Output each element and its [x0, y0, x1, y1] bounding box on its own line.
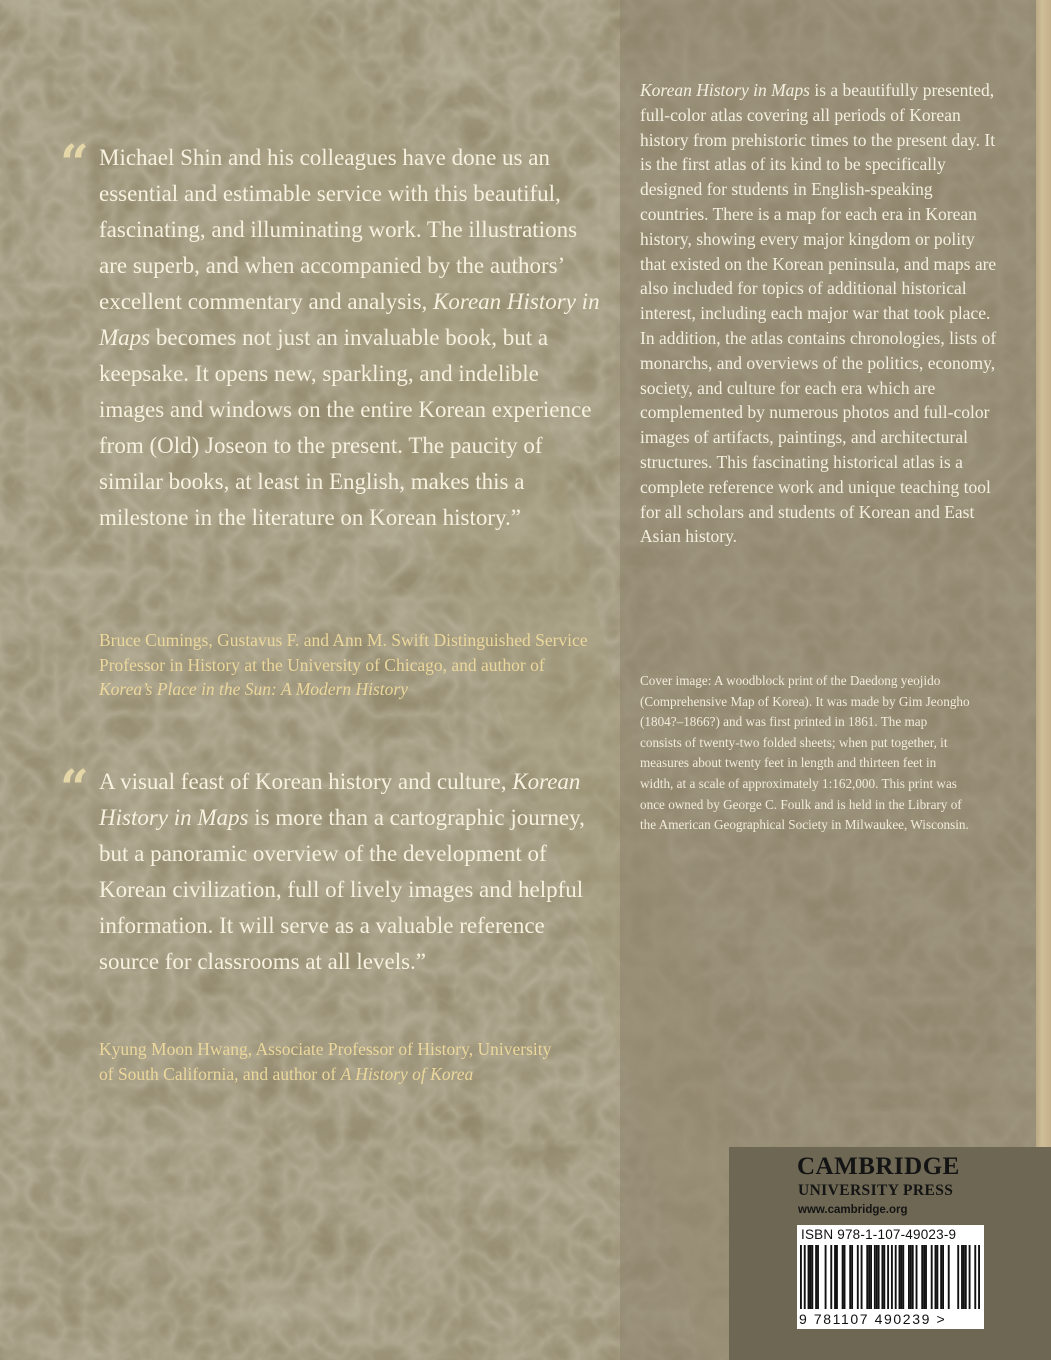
quote-2 — [99, 764, 609, 980]
barcode-bar — [910, 1245, 912, 1309]
quote-2-attribution — [99, 1037, 569, 1086]
barcode-bar — [815, 1245, 817, 1309]
barcode-bar — [895, 1245, 897, 1309]
quote-1-text-start: Michael Shin and his colleagues have done us an essential and estimable service with this beautiful, fascinating, and illuminating work. The illustrations are superb, and when accompanied by the authors’ excellent commentary and analysis, — [99, 145, 578, 314]
barcode-bar — [916, 1245, 918, 1309]
barcode-bar — [931, 1245, 933, 1309]
barcode-bar — [809, 1245, 811, 1309]
barcode-bar — [891, 1245, 893, 1309]
quote-1-attribution-text: Bruce Cumings, Gustavus F. and Ann M. Swift Distinguished Service Professor in History at the University of Chicago, and author of — [99, 630, 588, 675]
barcode-bar — [817, 1245, 819, 1309]
quote-icon: “ — [60, 758, 89, 817]
barcode-bar — [804, 1245, 806, 1309]
quote-icon: “ — [60, 133, 89, 192]
barcode-bar — [811, 1245, 813, 1309]
description-book-title: Korean History in Maps — [640, 80, 810, 100]
barcode-bar — [969, 1245, 971, 1309]
publisher-name: CAMBRIDGE — [797, 1153, 960, 1180]
barcode-image — [800, 1245, 980, 1309]
quote-1-attribution — [99, 628, 599, 702]
barcode-bar — [842, 1245, 844, 1309]
barcode-bar — [825, 1245, 827, 1309]
cover-image-credit-text: Cover image: A woodblock print of the Daedong yeojido (Comprehensive Map of Korea). It was made by Gim Jeongho (1804?–1866?) and was first printed in 1861. The map consists of twenty-two folded sheets; when put together, it measures about twenty feet in length and thirteen feet in width, at a scale of approximately 1:162,000. This print was once owned by George C. Foulk and is held in the Library of the American Geographical Society in Milwaukee, Wisconsin. — [640, 673, 970, 833]
barcode-digits: 9 781107 490239 > — [799, 1311, 947, 1327]
barcode-bar — [921, 1245, 923, 1309]
barcode-bar — [874, 1245, 876, 1309]
barcode-bar — [876, 1245, 878, 1309]
barcode-bar — [923, 1245, 925, 1309]
quote-1-text-end: becomes not just an invaluable book, but a keepsake. It opens new, sparkling, and indelible images and windows on the entire Korean experience from (Old) Joseon to the present. The paucity of similar books, at least in English, makes this a milestone in the literature on Korean history.” — [99, 325, 592, 530]
barcode-bar — [935, 1245, 937, 1309]
quote-2-text-end: is more than a cartographic journey, but a panoramic overview of the development of Korean civilization, full of lively images and helpful information. It will serve as a valuable reference source for classrooms at all levels.” — [99, 805, 585, 974]
barcode-bar — [887, 1245, 889, 1309]
barcode-bar — [808, 1245, 810, 1309]
barcode-bar — [844, 1245, 846, 1309]
quote-2-attribution-text: Kyung Moon Hwang, Associate Professor of History, University of South California, and author of — [99, 1039, 552, 1084]
barcode-bar — [834, 1245, 836, 1309]
barcode-bar — [870, 1245, 872, 1309]
barcode-bar — [908, 1245, 910, 1309]
barcode-bar — [948, 1245, 950, 1309]
barcode-bar — [899, 1245, 901, 1309]
barcode-bar — [851, 1245, 853, 1309]
barcode-bar — [830, 1245, 832, 1309]
description-text: is a beautifully presented, full-color atlas covering all periods of Korean history from prehistoric times to the present day. It is the first atlas of its kind to be specifically designed for students in English-speaking countries. There is a map for each era in Korean history, showing every major kingdom or polity that existed on the Korean peninsula, and maps are also included for topics of additional historical interest, including each major war that took place. In addition, the atlas contains chronologies, lists of monarchs, and overviews of the politics, economy, society, and culture for each era which are complemented by numerous photos and full-color images of artifacts, paintings, and architectural structures. This fascinating historical atlas is a complete reference work and unique teaching tool for all scholars and students of Korean and East Asian history. — [640, 80, 997, 547]
barcode-bar — [883, 1245, 885, 1309]
book-description — [640, 78, 1000, 549]
barcode-bar — [836, 1245, 838, 1309]
barcode-bar — [974, 1245, 976, 1309]
publisher-url[interactable]: www.cambridge.org — [798, 1204, 908, 1216]
quote-2-attribution-book: A History of Korea — [340, 1063, 474, 1084]
quote-1 — [99, 140, 609, 536]
barcode-bar — [800, 1245, 802, 1309]
barcode-bar — [912, 1245, 914, 1309]
barcode-bar — [965, 1245, 967, 1309]
isbn-label: ISBN 978-1-107-49023-9 — [801, 1227, 957, 1242]
quote-1-attribution-book: Korea’s Place in the Sun: A Modern History — [99, 679, 408, 699]
barcode-bar — [861, 1245, 863, 1309]
barcode-bar — [868, 1245, 870, 1309]
barcode-bar — [978, 1245, 980, 1309]
barcode-bar — [902, 1245, 904, 1309]
quote-2-book-title: Korean History in Maps — [99, 769, 581, 830]
barcode-bar — [878, 1245, 880, 1309]
barcode-bar — [866, 1245, 868, 1309]
barcode-bar — [881, 1245, 883, 1309]
barcode-bar — [925, 1245, 927, 1309]
barcode-bar — [963, 1245, 965, 1309]
barcode-bar — [900, 1245, 902, 1309]
barcode-bar — [942, 1245, 944, 1309]
barcode-bar — [961, 1245, 963, 1309]
barcode-bar — [940, 1245, 942, 1309]
barcode-bar — [936, 1245, 938, 1309]
barcode-bar — [849, 1245, 851, 1309]
quote-1-book-title: Korean History in Maps — [99, 289, 600, 350]
barcode-bar — [957, 1245, 959, 1309]
publisher-subtitle: UNIVERSITY PRESS — [798, 1182, 954, 1199]
barcode-bar — [857, 1245, 859, 1309]
quote-2-text-start: A visual feast of Korean history and culture, — [99, 769, 507, 794]
cover-image-credit — [640, 671, 970, 836]
